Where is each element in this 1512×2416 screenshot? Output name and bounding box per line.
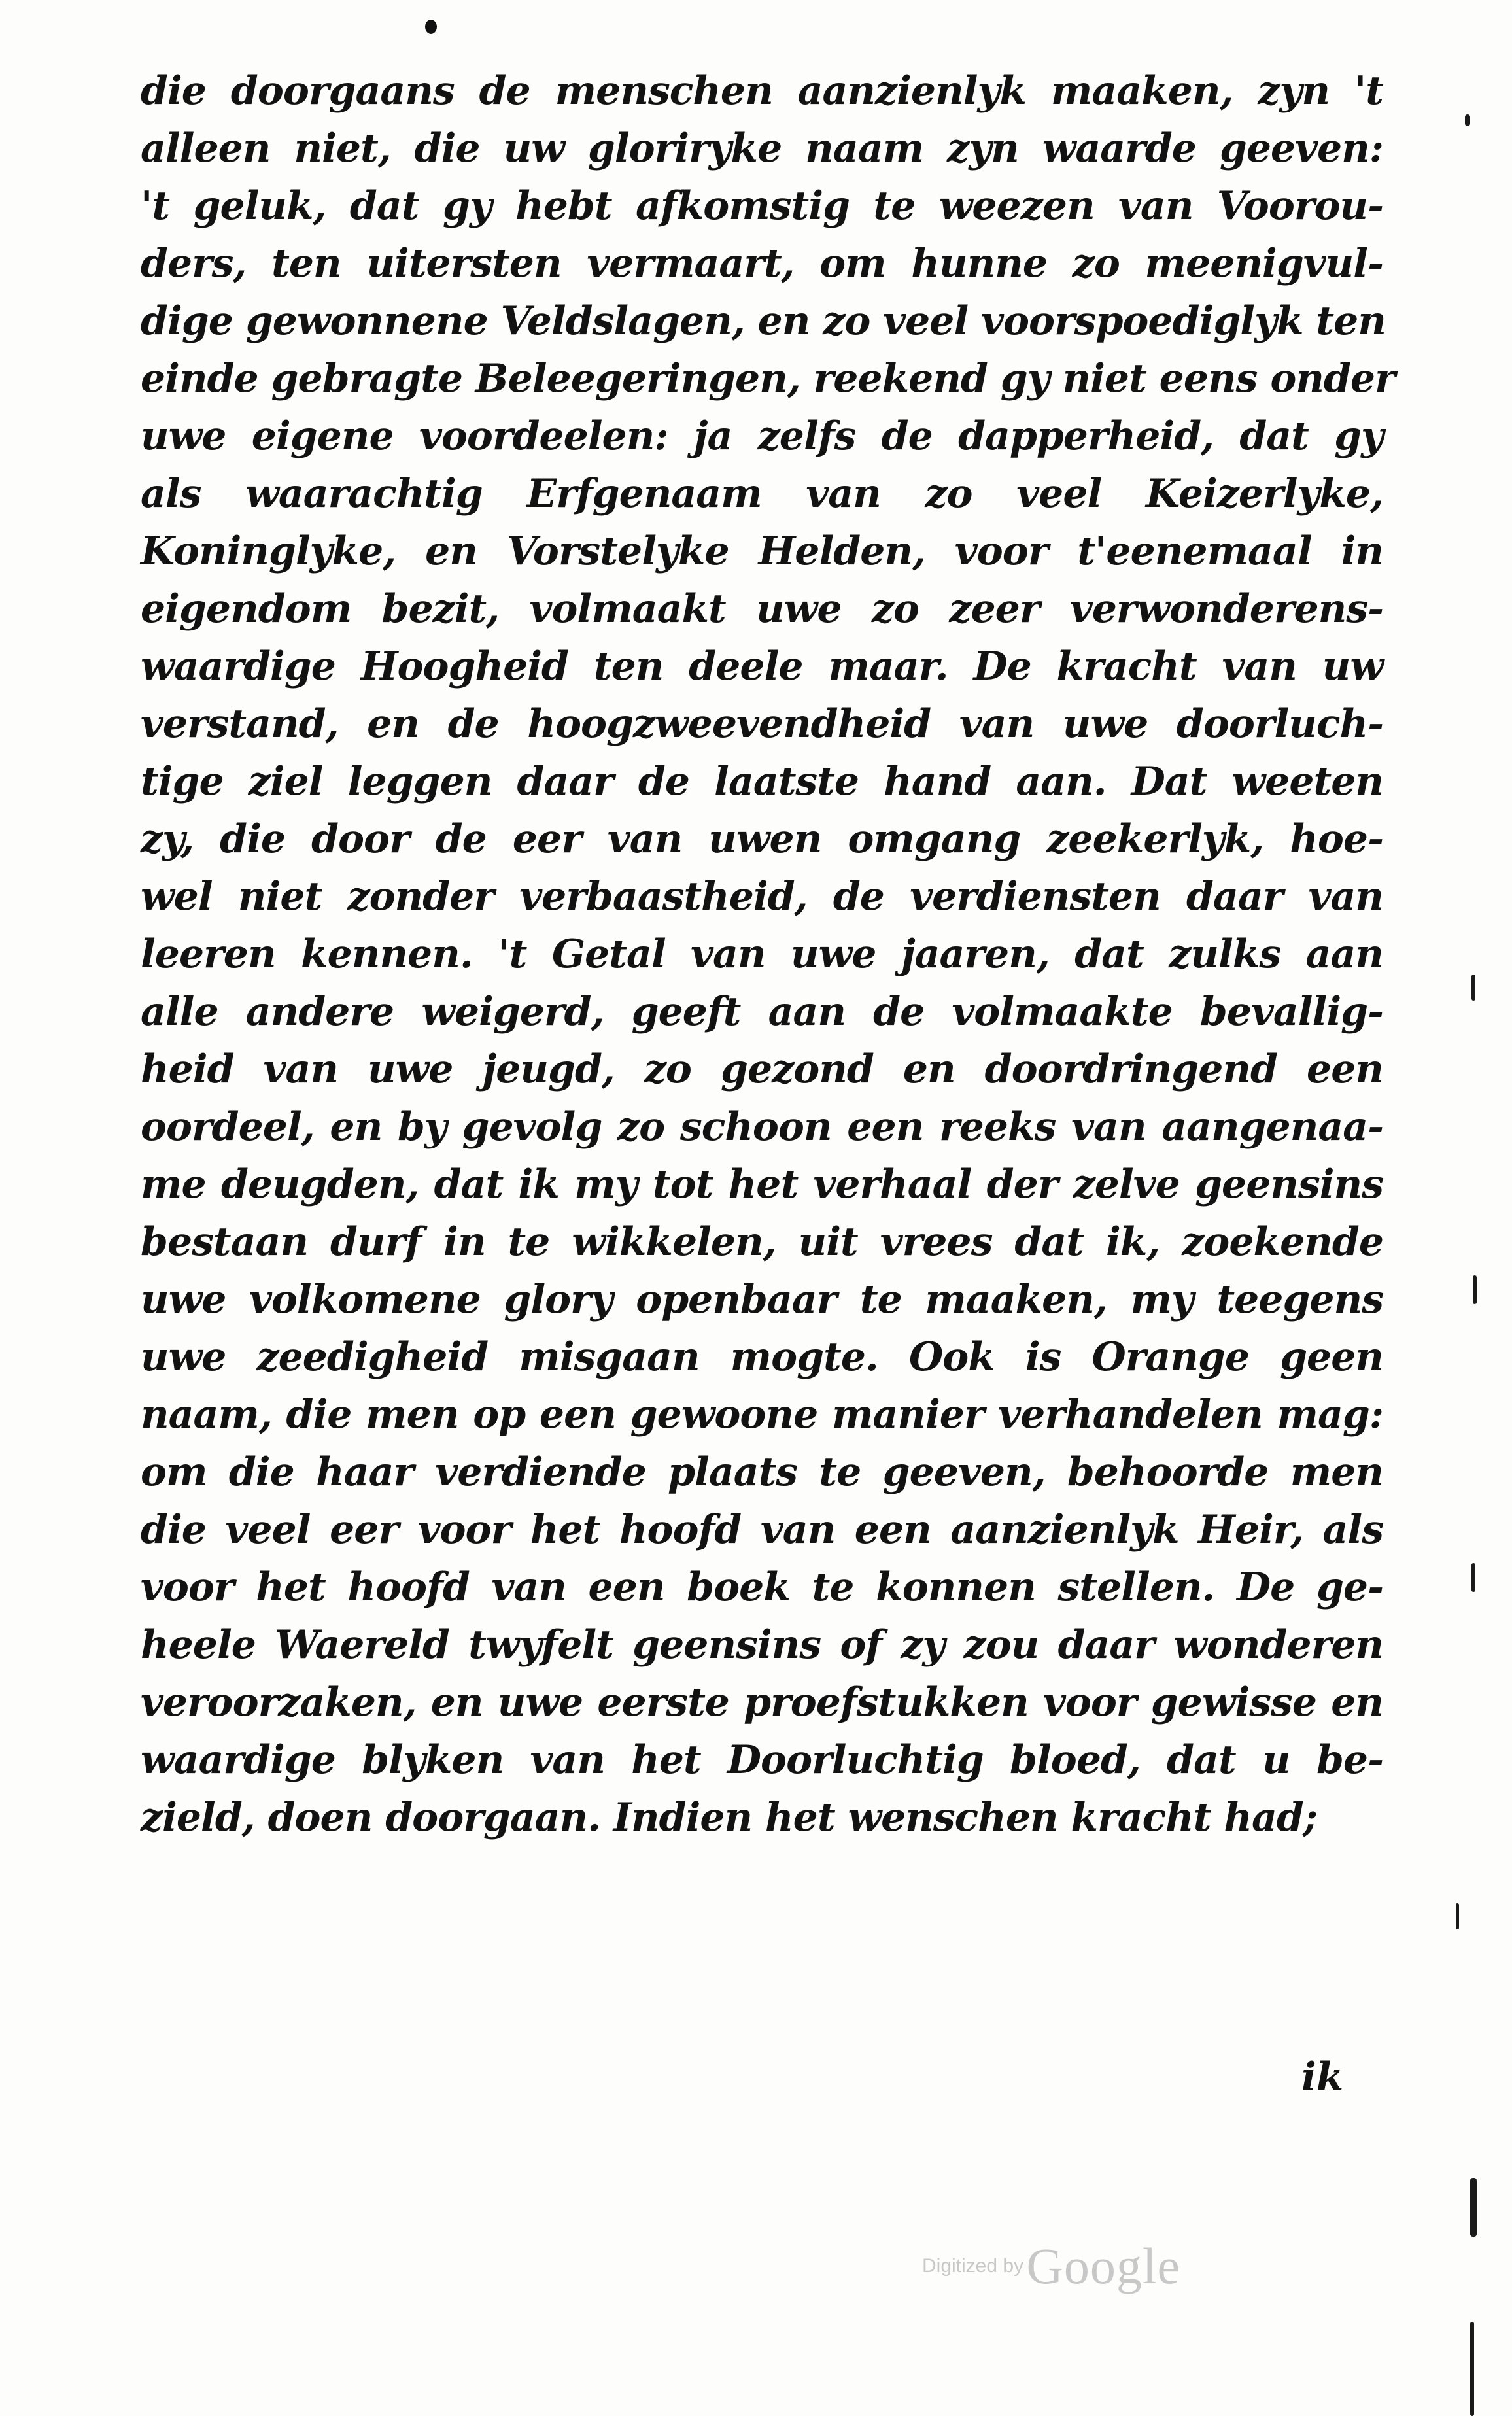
text-line-18: heid van uwe jeugd, zo gezond en doordringend een	[141, 1046, 1383, 1092]
edge-mark-5	[1456, 1903, 1459, 1929]
text-line-7: uwe eigene voordeelen: ja zelfs de dapperheid, dat gy	[141, 413, 1383, 459]
text-line-29: veroorzaken, en uwe eerste proefstukken voor gewisse en	[141, 1680, 1383, 1725]
edge-mark-7	[1470, 2322, 1474, 2416]
ink-dot	[425, 20, 437, 34]
text-line-11: waardige Hoogheid ten deele maar. De kracht van uw	[141, 644, 1383, 689]
google-logo: Google	[1026, 2237, 1181, 2294]
text-line-10: eigendom bezit, volmaakt uwe zo zeer verwonderens-	[141, 586, 1383, 632]
text-line-30: waardige blyken van het Doorluchtig bloed, dat u be-	[141, 1737, 1383, 1783]
edge-mark-1	[1465, 114, 1470, 126]
text-line-4: ders, ten uitersten vermaart, om hunne zo meenigvul-	[141, 241, 1383, 286]
text-line-17: alle andere weigerd, geeft aan de volmaakte bevallig-	[141, 989, 1383, 1035]
body-text	[141, 62, 1395, 1846]
text-line-1: die doorgaans de menschen aanzienlyk maaken, zyn 't	[141, 68, 1383, 114]
text-line-16: leeren kennen. 't Getal van uwe jaaren, dat zulks aan	[141, 931, 1383, 977]
edge-mark-2	[1471, 975, 1475, 1001]
text-line-14: zy, die door de eer van uwen omgang zeekerlyk, hoe-	[141, 816, 1383, 862]
text-line-3: 't geluk, dat gy hebt afkomstig te weezen van Voorou-	[141, 183, 1383, 229]
text-line-21: bestaan durf in te wikkelen, uit vrees dat ik, zoekende	[141, 1219, 1383, 1265]
text-line-26: die veel eer voor het hoofd van een aanzienlyk Heir, als	[141, 1507, 1383, 1553]
text-line-8: als waarachtig Erfgenaam van zo veel Keizerlyke,	[141, 471, 1383, 517]
edge-mark-3	[1473, 1275, 1477, 1304]
text-line-20: me deugden, dat ik my tot het verhaal der zelve geensins	[141, 1162, 1383, 1207]
text-line-23: uwe zeedigheid misgaan mogte. Ook is Orange geen	[141, 1334, 1383, 1380]
watermark-prefix: Digitized by	[922, 2255, 1024, 2277]
catchword: ik	[1301, 2054, 1344, 2100]
text-line-24: naam, die men op een gewoone manier verhandelen mag:	[141, 1392, 1383, 1438]
text-line-15: wel niet zonder verbaastheid, de verdiensten daar van	[141, 874, 1383, 920]
edge-mark-6	[1470, 2178, 1477, 2237]
edge-mark-4	[1471, 1563, 1475, 1592]
text-line-2: alleen niet, die uw gloriryke naam zyn waarde geeven:	[141, 126, 1383, 171]
text-line-13: tige ziel leggen daar de laatste hand aan. Dat weeten	[141, 759, 1383, 804]
text-line-5: dige gewonnene Veldslagen, en zo veel voorspoediglyk ten	[141, 298, 1386, 344]
text-line-19: oordeel, en by gevolg zo schoon een reeks van aangenaa-	[141, 1104, 1383, 1150]
text-line-25: om die haar verdiende plaats te geeven, behoorde men	[141, 1449, 1383, 1495]
text-line-31: zield, doen doorgaan. Indien het wenschen kracht had;	[141, 1795, 1317, 1840]
text-line-28: heele Waereld twyfelt geensins of zy zou daar wonderen	[141, 1622, 1383, 1668]
text-line-6: einde gebragte Beleegeringen, reekend gy niet eens onder	[141, 356, 1395, 402]
text-line-9: Koninglyke, en Vorstelyke Helden, voor t'eenemaal in	[141, 528, 1383, 574]
text-line-22: uwe volkomene glory openbaar te maaken, my teegens	[141, 1277, 1383, 1322]
text-line-27: voor het hoofd van een boek te konnen stellen. De ge-	[141, 1564, 1383, 1610]
text-line-12: verstand, en de hoogzweevendheid van uwe doorluch-	[141, 701, 1383, 747]
digitized-by-google-watermark	[922, 2237, 1180, 2296]
